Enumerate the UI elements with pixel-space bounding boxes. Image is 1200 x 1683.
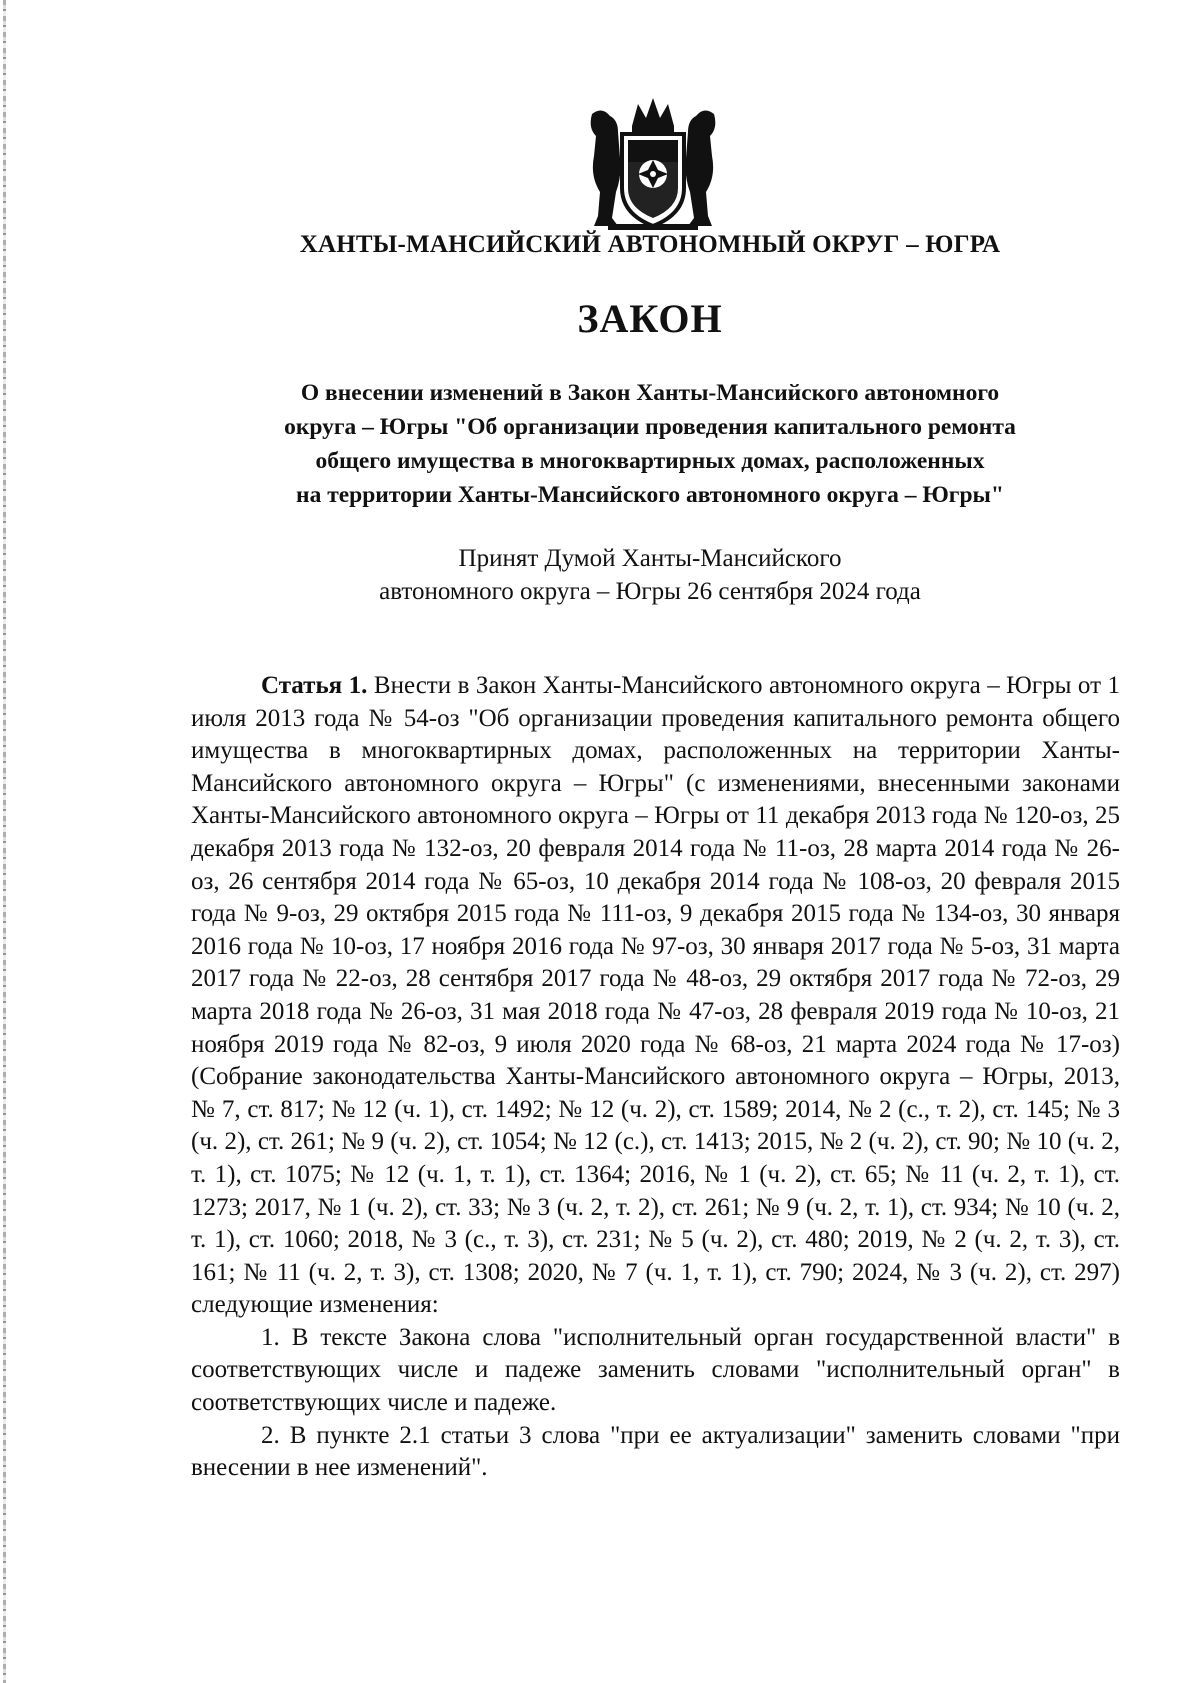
article-1-paragraph: [191, 670, 1120, 1322]
subject-line: округа – Югры "Об организации проведения капитального ремонта: [284, 414, 1016, 440]
article-1-text: Внести в Закон Ханты-Мансийского автономного округа – Югры от 1 июля 2013 года № 54-оз "Об организации проведения капитального ремонта общего имущества в многоквартирных домах, расположенных на территории Ханты-Мансийского автономного округа – Югры" (с изменениями, внесенными законами Ханты-Мансийского автономного округа – Югры от 11 декабря 2013 года № 120-оз, 25 декабря 2013 года № 132-оз, 20 февраля 2014 года № 11-оз, 28 марта 2014 года № 26-оз, 26 сентября 2014 года № 65-оз, 10 декабря 2014 года № 108-оз, 20 февраля 2015 года № 9-оз, 29 октября 2015 года № 111-оз, 9 декабря 2015 года № 134-оз, 30 января 2016 года № 10-оз, 17 ноября 2016 года № 97-оз, 30 января 2017 года № 5-оз, 31 марта 2017 года № 22-оз, 28 сентября 2017 года № 48-оз, 29 октября 2017 года № 72-оз, 29 марта 2018 года № 26-оз, 31 мая 2018 года № 47-оз, 28 февраля 2019 года № 10-оз, 21 ноября 2019 года № 82-оз, 9 июля 2020 года № 68-оз, 21 марта 2024 года № 17-оз) (Собрание законодательства Ханты-Мансийского автономного округа – Югры, 2013, № 7, ст. 817; № 12 (ч. 1), ст. 1492; № 12 (ч. 2), ст. 1589; 2014, № 2 (с., т. 2), ст. 145; № 3 (ч. 2), ст. 261; № 9 (ч. 2), ст. 1054; № 12 (с.), ст. 1413; 2015, № 2 (ч. 2), ст. 90; № 10 (ч. 2, т. 1), ст. 1075; № 12 (ч. 1, т. 1), ст. 1364; 2016, № 1 (ч. 2), ст. 65; № 11 (ч. 2, т. 1), ст. 1273; 2017, № 1 (ч. 2), ст. 33; № 3 (ч. 2, т. 2), ст. 261; № 9 (ч. 2, т. 1), ст. 934; № 10 (ч. 2, т. 1), ст. 1060; 2018, № 3 (с., т. 3), ст. 231; № 5 (ч. 2), ст. 480; 2019, № 2 (ч. 2, т. 3), ст. 161; № 11 (ч. 2, т. 3), ст. 1308; 2020, № 7 (ч. 1, т. 1), ст. 790; 2024, № 3 (ч. 2), ст. 297) следующие изменения:: [191, 672, 1120, 1319]
amendment-item-1: 1. В тексте Закона слова "исполнительный орган государственной власти" в соответствующих числе и падеже заменить словами "исполнительный орган" в соответствующих числе и падеже.: [191, 1323, 1120, 1417]
subject-line: О внесении изменений в Закон Ханты-Мансийского автономного: [300, 380, 1000, 406]
subject-line: общего имущества в многоквартирных домах, расположенных: [315, 448, 985, 474]
coat-of-arms-emblem: [588, 96, 718, 233]
region-title: ХАНТЫ-МАНСИЙСКИЙ АВТОНОМНЫЙ ОКРУГ – ЮГРА: [299, 231, 1001, 258]
document-type-heading: ЗАКОН: [577, 296, 723, 341]
law-body: [191, 670, 1120, 1485]
adoption-line: Принят Думой Ханты-Мансийского: [458, 545, 842, 572]
law-subject-title: [210, 376, 1090, 512]
adoption-line: автономного округа – Югры 26 сентября 2024 года: [379, 578, 921, 605]
subject-line: на территории Ханты-Мансийского автономного округа – Югры": [296, 482, 1004, 508]
amendment-item-2: 2. В пункте 2.1 статьи 3 слова "при ее актуализации" заменить словами "при внесении в нее изменений".: [191, 1421, 1120, 1482]
adoption-note: [250, 542, 1050, 608]
article-1-label: Статья 1.: [261, 672, 368, 699]
scan-edge-artifact: [3, 0, 6, 1683]
